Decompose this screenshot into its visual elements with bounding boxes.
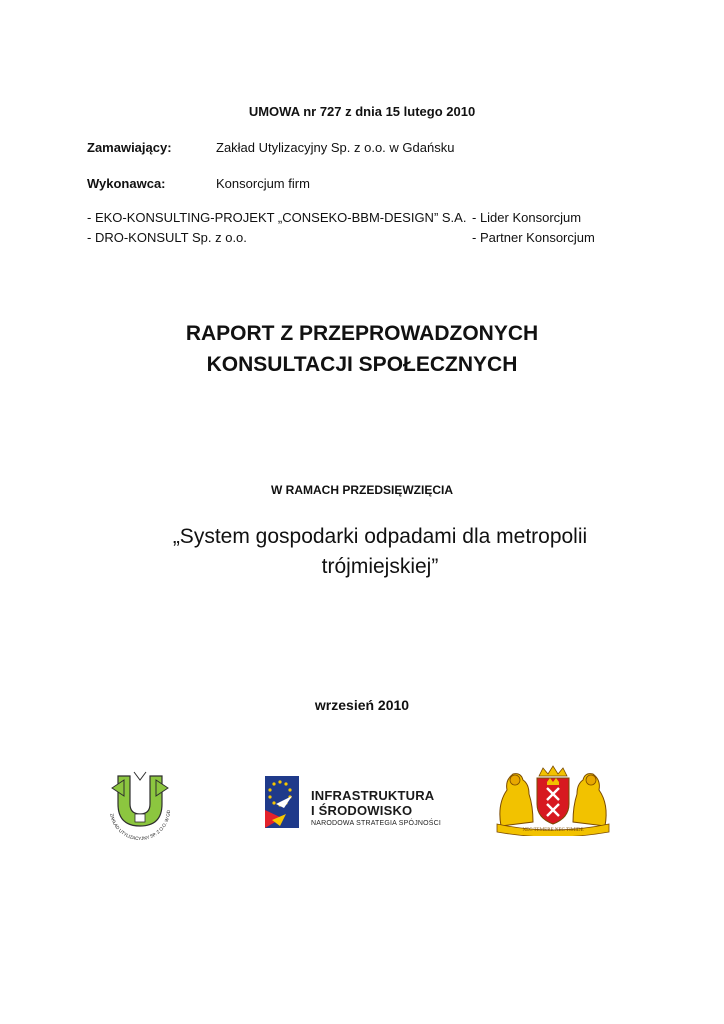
report-title [0, 318, 724, 380]
project-name-line2: trójmiejskiej” [321, 555, 439, 578]
report-title-line2: KONSULTACJI SPOŁECZNYCH [206, 353, 518, 376]
consortium-role-leader: - Lider Konsorcjum [472, 210, 582, 225]
consortium-member-partner: - DRO-KONSULT Sp. z o.o. [87, 230, 247, 245]
eu-title-line1: INFRASTRUKTURA [311, 788, 435, 803]
project-name-line1: „System gospodarki odpadami dla metropolii [172, 525, 588, 548]
project-name [140, 522, 620, 582]
eu-subtitle: NARODOWA STRATEGIA SPÓJNOŚCI [311, 820, 442, 827]
report-title-line1: RAPORT Z PRZEPROWADZONYCH [185, 322, 539, 345]
eu-title-line2: I ŚRODOWISKO [311, 803, 413, 818]
eu-logo-text [311, 788, 441, 830]
consortium-member-leader: - EKO-KONSULTING-PROJEKT „CONSEKO-BBM-DESIGN” S.A. [87, 210, 467, 225]
gdansk-coat-of-arms-graphic [493, 764, 613, 836]
zu-logo [104, 770, 176, 850]
coat-of-arms-motto: NEC TEMERE NEC TIMIDE [522, 828, 584, 833]
zu-logo-text: ZAKŁAD UTYLIZACYJNY SP. Z O.O. W GD [109, 809, 172, 842]
gdansk-coat-of-arms [493, 764, 613, 836]
client-value: Zakład Utylizacyjny Sp. z o.o. w Gdańsku [216, 140, 455, 155]
eu-flag-graphic [262, 774, 308, 830]
contractor-label: Wykonawca: [87, 176, 166, 191]
consortium-role-partner: - Partner Konsorcjum [472, 230, 595, 245]
eu-infrastructure-logo [262, 774, 308, 830]
report-date: wrzesień 2010 [314, 697, 410, 713]
contract-heading: UMOWA nr 727 z dnia 15 lutego 2010 [248, 104, 476, 119]
client-label: Zamawiający: [87, 140, 172, 155]
contractor-value: Konsorcjum firm [216, 176, 310, 191]
framing-heading: W RAMACH PRZEDSIĘWZIĘCIA [271, 483, 453, 497]
zu-logo-graphic [104, 770, 176, 850]
